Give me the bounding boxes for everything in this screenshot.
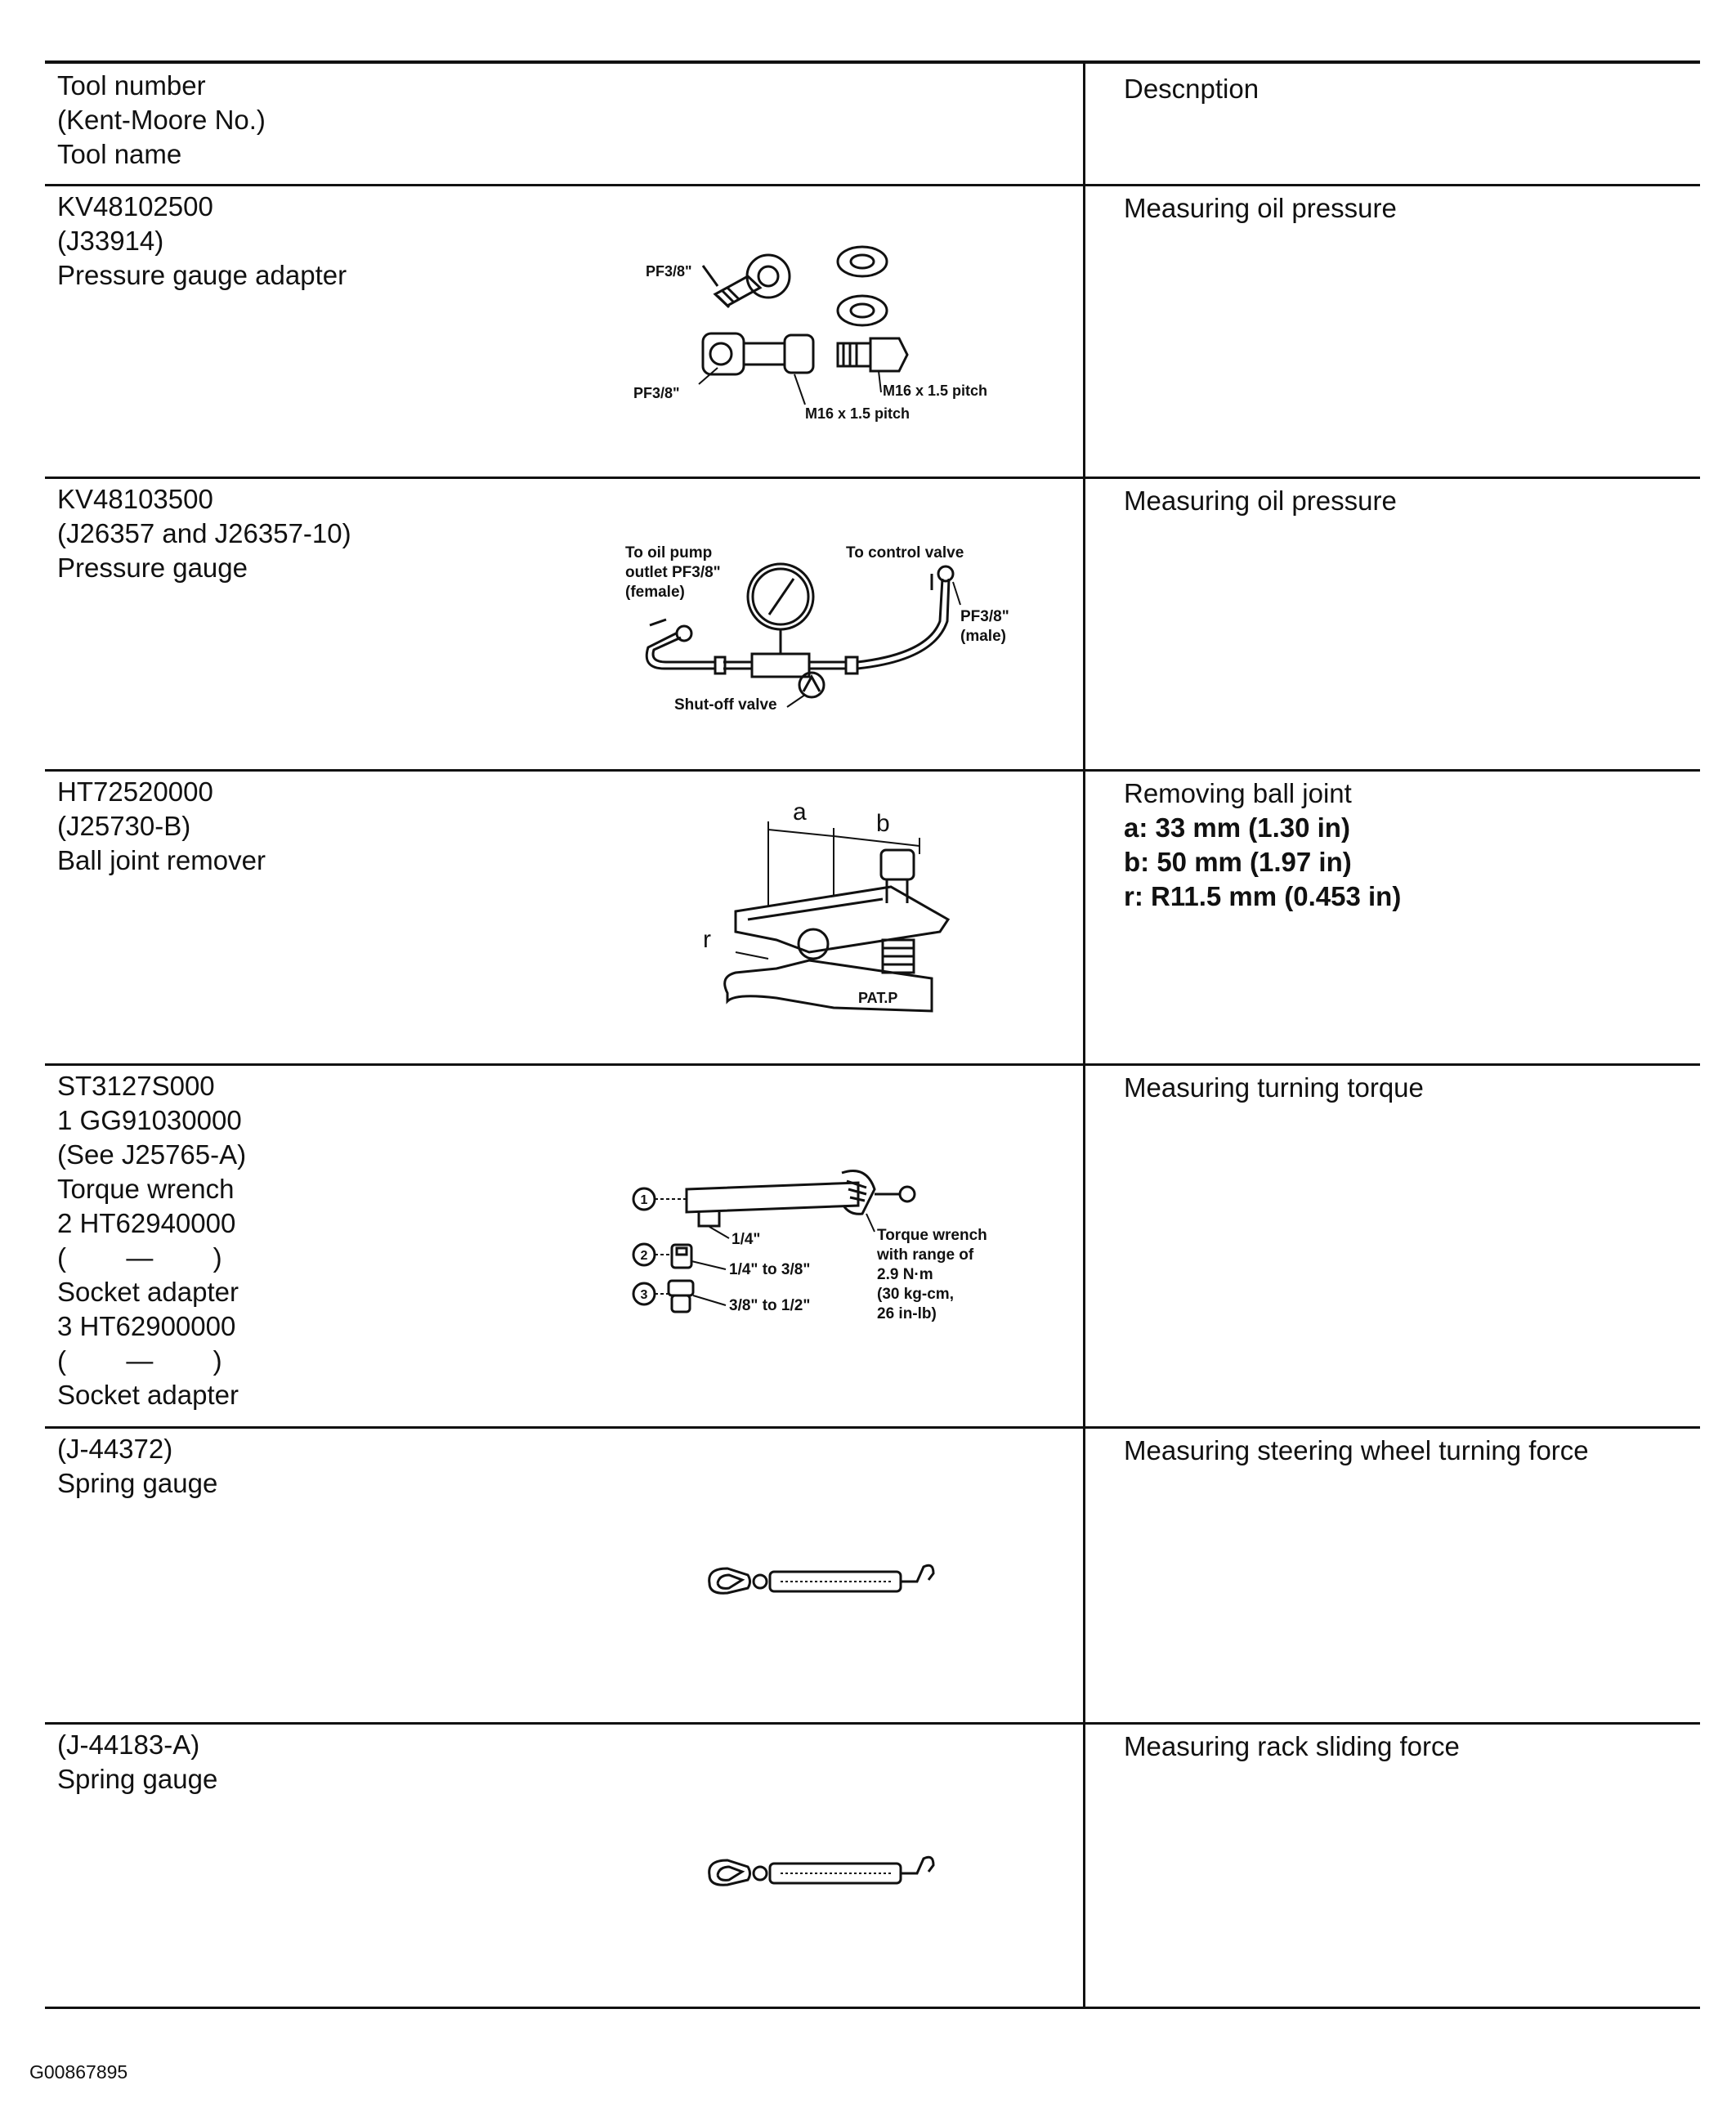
tool-number: HT72520000 bbox=[57, 776, 213, 807]
dimension-a: a: 33 mm (1.30 in) bbox=[1124, 812, 1350, 843]
description-cell-row-4 bbox=[1124, 1071, 1424, 1105]
table-bottom-rule bbox=[45, 2007, 1700, 2009]
tool-cell-row-2 bbox=[57, 482, 351, 585]
kent-moore-number: (J26357 and J26357-10) bbox=[57, 518, 351, 548]
dimension-r: r: R11.5 mm (0.453 in) bbox=[1124, 881, 1402, 911]
tool-line: 1 GG91030000 bbox=[57, 1105, 242, 1135]
figure-label: 26 in-lb) bbox=[877, 1305, 937, 1322]
figure-label: a bbox=[793, 799, 807, 826]
tool-line: ( — ) bbox=[57, 1345, 222, 1376]
row-divider bbox=[45, 1426, 1700, 1429]
figure-label: (female) bbox=[625, 584, 685, 601]
description-cell-row-6 bbox=[1124, 1729, 1460, 1764]
row-divider bbox=[45, 477, 1700, 479]
callout-number: 1 bbox=[640, 1193, 648, 1207]
row-divider bbox=[45, 1722, 1700, 1725]
tool-line: Torque wrench bbox=[57, 1174, 235, 1204]
header-tool-line: Tool number bbox=[57, 70, 206, 101]
tool-name: Spring gauge bbox=[57, 1468, 218, 1498]
pressure-gauge-adapter-illustration bbox=[633, 237, 1022, 433]
tool-number: ST3127S000 bbox=[57, 1071, 215, 1101]
description-text: Measuring oil pressure bbox=[1124, 485, 1397, 516]
description-text: Measuring rack sliding force bbox=[1124, 1731, 1460, 1761]
table-top-rule bbox=[45, 60, 1700, 64]
pressure-gauge-illustration bbox=[617, 539, 1026, 727]
tool-cell-row-1 bbox=[57, 190, 347, 293]
header-tool-cell bbox=[57, 69, 266, 172]
figure-label: with range of bbox=[877, 1246, 974, 1264]
row-divider bbox=[45, 769, 1700, 772]
figure-label: 1/4" to 3/8" bbox=[729, 1261, 811, 1278]
tool-line: ( — ) bbox=[57, 1242, 222, 1273]
figure-label: (male) bbox=[960, 628, 1006, 645]
description-text: Measuring oil pressure bbox=[1124, 193, 1397, 223]
row-divider bbox=[45, 184, 1700, 186]
figure-label: r bbox=[703, 926, 711, 953]
tool-name: Ball joint remover bbox=[57, 845, 266, 875]
header-description: Descnption bbox=[1124, 74, 1259, 104]
header-tool-line: (Kent-Moore No.) bbox=[57, 105, 266, 135]
description-text: Measuring turning torque bbox=[1124, 1072, 1424, 1103]
tool-number: KV48103500 bbox=[57, 484, 213, 514]
description-cell-row-2 bbox=[1124, 484, 1397, 518]
tool-name: Pressure gauge adapter bbox=[57, 260, 347, 290]
description-cell-row-5 bbox=[1124, 1434, 1589, 1468]
figure-label: To control valve bbox=[846, 544, 964, 562]
description-text: Removing ball joint bbox=[1124, 778, 1352, 808]
figure-label: PF3/8" bbox=[633, 385, 680, 401]
kent-moore-number: (J33914) bbox=[57, 226, 164, 256]
figure-label: PF3/8" bbox=[960, 608, 1009, 625]
ball-joint-remover-illustration bbox=[687, 797, 948, 1042]
tool-number: KV48102500 bbox=[57, 191, 213, 221]
figure-label: 2.9 N·m bbox=[877, 1266, 933, 1283]
figure-label: b bbox=[876, 810, 890, 837]
header-tool-line: Tool name bbox=[57, 139, 182, 169]
figure-label: M16 x 1.5 pitch bbox=[805, 405, 911, 422]
figure-label: To oil pump bbox=[625, 544, 713, 562]
tool-line: Socket adapter bbox=[57, 1380, 239, 1410]
tool-line: (See J25765-A) bbox=[57, 1139, 247, 1170]
kent-moore-number: (J-44183-A) bbox=[57, 1729, 200, 1760]
tool-cell-row-5 bbox=[57, 1432, 217, 1501]
tool-name: Pressure gauge bbox=[57, 553, 248, 583]
figure-code: G00867895 bbox=[29, 2061, 128, 2083]
torque-wrench-illustration bbox=[621, 1165, 1030, 1345]
tool-cell-row-4 bbox=[57, 1069, 246, 1412]
figure-label: Torque wrench bbox=[877, 1227, 987, 1244]
spring-gauge-illustration bbox=[703, 1849, 940, 1898]
figure-label: PAT.P bbox=[858, 990, 898, 1006]
tool-line: 3 HT62900000 bbox=[57, 1311, 236, 1341]
figure-label: 1/4" bbox=[732, 1231, 761, 1248]
description-cell-row-1 bbox=[1124, 191, 1397, 226]
row-divider bbox=[45, 1063, 1700, 1066]
tool-cell-row-6 bbox=[57, 1728, 217, 1797]
figure-label: (30 kg-cm, bbox=[877, 1286, 954, 1303]
figure-label: outlet PF3/8" bbox=[625, 564, 721, 581]
kent-moore-number: (J25730-B) bbox=[57, 811, 191, 841]
tool-name: Spring gauge bbox=[57, 1764, 218, 1794]
tool-cell-row-3 bbox=[57, 775, 266, 878]
tool-line: 2 HT62940000 bbox=[57, 1208, 236, 1238]
description-cell-row-3 bbox=[1124, 776, 1401, 914]
figure-label: 3/8" to 1/2" bbox=[729, 1297, 811, 1314]
description-text: Measuring steering wheel turning force bbox=[1124, 1435, 1589, 1465]
callout-number: 3 bbox=[640, 1288, 648, 1302]
spring-gauge-illustration bbox=[703, 1557, 940, 1606]
callout-number: 2 bbox=[640, 1249, 648, 1263]
tool-line: Socket adapter bbox=[57, 1277, 239, 1307]
dimension-b: b: 50 mm (1.97 in) bbox=[1124, 847, 1352, 877]
kent-moore-number: (J-44372) bbox=[57, 1434, 173, 1464]
figure-label: PF3/8" bbox=[646, 263, 692, 280]
column-divider bbox=[1083, 62, 1085, 2007]
figure-label: Shut-off valve bbox=[674, 696, 777, 714]
figure-label: M16 x 1.5 pitch bbox=[883, 383, 988, 399]
header-description-cell bbox=[1124, 72, 1259, 106]
